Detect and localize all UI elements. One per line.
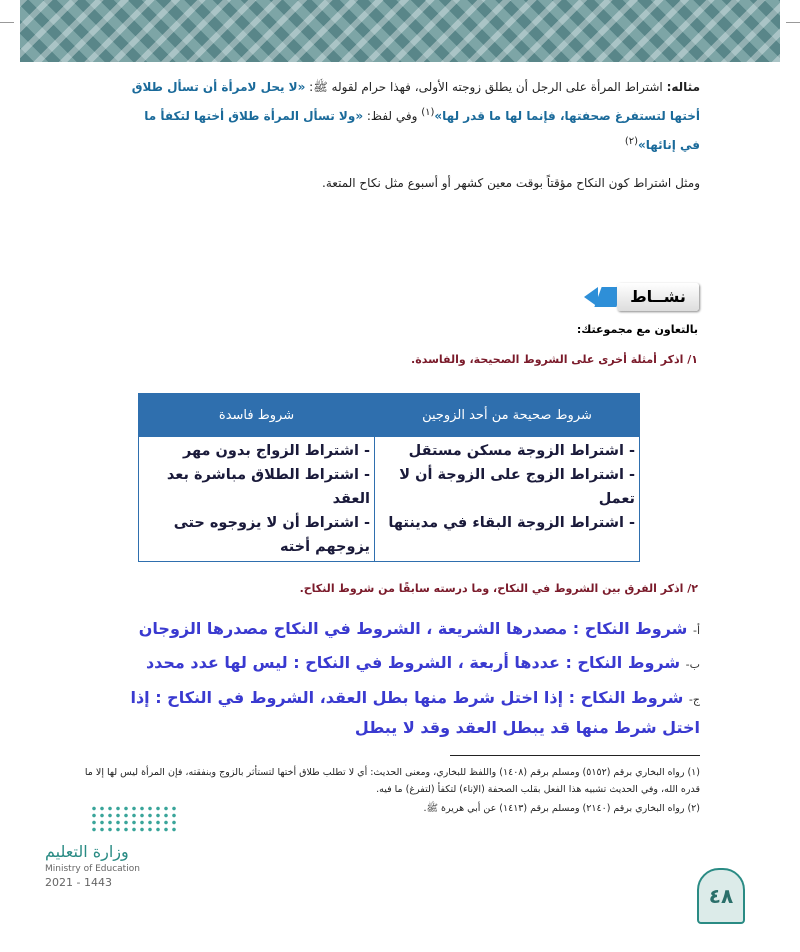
conditions-table (138, 393, 640, 562)
text: وفي لفظ: (363, 109, 422, 123)
footnote-2: (٢) رواه البخاري برقم (٢١٤٠) ومسلم برقم (١٤١٣) عن أبي هريرة ﷺ. (423, 803, 700, 814)
ministry-logo-dots (90, 805, 180, 833)
answer-line: - اشتراط الزوجة البقاء في مدينتها (388, 515, 635, 531)
footnote-ref[interactable]: (٢) (624, 136, 638, 147)
answer-letter: ج- (688, 693, 700, 706)
answer-c[interactable] (100, 684, 700, 742)
hadith-quote: «ولا تسأل المرأة طلاق أختها لتكفأ ما في إنائها» (144, 109, 700, 152)
example-paragraph (130, 74, 700, 158)
footnote-divider (450, 755, 700, 756)
answer-text: شروط النكاح : إذا اختل شرط منها بطل العقد، الشروط في النكاح : إذا اختل شرط منها قد يبطل العقد وقد لا يبطل (130, 688, 700, 737)
answer-line: - اشتراط الزواج بدون مهر (182, 443, 370, 459)
decorative-banner (20, 0, 780, 62)
footnote-1: (١) رواه البخاري برقم (٥١٥٢) ومسلم برقم (١٤٠٨) واللفظ للبخاري، ومعنى الحديث: أي لا تطلب طلاق أختها لتستأثر بالزوج وبنفقته، فإن المرأة ليس لها إلا ما قدره الله، وفي الحديث تشبيه هذا الفعل بقلب الصحفة (الإناء) لتكفأ (لتفرغ) ما فيه. (84, 767, 700, 795)
page-number: ٤٨ (697, 868, 745, 924)
answer-line: - اشتراط الطلاق مباشرة بعد العقد (166, 467, 370, 507)
activity-badge (584, 283, 699, 311)
answer-b[interactable] (100, 648, 700, 680)
answer-line: - اشتراط الزوج على الزوجة أن لا تعمل (399, 467, 635, 507)
example-label: مثاله: (666, 80, 700, 94)
answer-text: شروط النكاح : عددها أربعة ، الشروط في النكاح : ليس لها عدد محدد (145, 653, 681, 672)
text: اشتراط المرأة على الرجل أن يطلق زوجته الأولى، فهذا حرام لقوله ﷺ: (305, 80, 667, 94)
header-valid: شروط صحيحة من أحد الزوجين (375, 394, 640, 437)
hadith-quote: «لا يحل لامرأة أن تسأل طلاق أختها لتستفرغ صحفتها، فإنما لها ما قدر لها» (131, 80, 700, 123)
answer-line: - اشتراط أن لا يزوجوه حتى يزوجهم أخته (173, 515, 370, 555)
answer-text: شروط النكاح : مصدرها الشريعة ، الشروط في النكاح مصدرها الزوجان (138, 619, 688, 638)
paragraph: ومثل اشتراط كون النكاح مؤقتاً بوقت معين كشهر أو أسبوع مثل نكاح المتعة. (322, 176, 700, 190)
logo-arabic: وزارة التعليم (45, 842, 129, 861)
footnote-ref[interactable]: (١) (421, 107, 435, 118)
answer-letter: أ- (692, 624, 700, 637)
answer-line: - اشتراط الزوجة مسكن مستقل (408, 443, 635, 459)
activity-title: نشــاط (617, 283, 699, 311)
question-1: ١/ اذكر أمثلة أخرى على الشروط الصحيحة، والفاسدة. (411, 353, 698, 366)
logo-year: 2021 - 1443 (45, 876, 112, 889)
valid-conditions-cell[interactable] (375, 437, 640, 562)
header-invalid: شروط فاسدة (139, 394, 375, 437)
answer-letter: ب- (685, 658, 700, 671)
crop-mark (0, 22, 14, 23)
answer-a[interactable] (100, 614, 700, 646)
crop-mark (786, 22, 800, 23)
invalid-conditions-cell[interactable] (139, 437, 375, 562)
logo-english: Ministry of Education (45, 864, 140, 874)
question-2: ٢/ اذكر الفرق بين الشروط في النكاح، وما درسته سابقًا من شروط النكاح. (299, 582, 698, 595)
instruction: بالتعاون مع مجموعتك: (576, 323, 698, 336)
